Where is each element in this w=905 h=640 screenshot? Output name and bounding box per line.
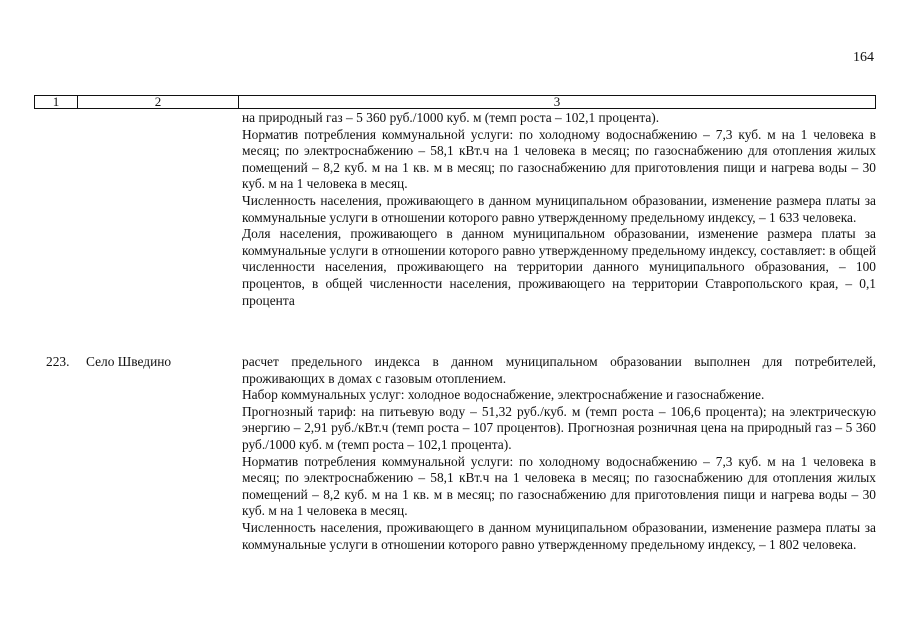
header-col-1: 1 (35, 96, 78, 108)
paragraph: Прогнозный тариф: на питьевую воду – 51,32 руб./куб. м (темп роста – 106,6 процента); на электрическую энергию – 2,91 руб./кВт.ч (темп роста – 107 процентов). Прогнозная розничная цена на природный газ – 5 360 руб./1000 куб. м (темп роста – 102,1 процента). (242, 403, 876, 452)
page-number: 164 (853, 50, 874, 65)
paragraph: расчет предельного индекса в данном муниципальном образовании выполнен для потребителей, проживающих в домах с газовым отоплением. (242, 354, 876, 386)
paragraph: Норматив потребления коммунальной услуги: по холодному водоснабжению – 7,3 куб. м на 1 человека в месяц; по электроснабжению – 58,1 кВт.ч на 1 человека в месяц; по газоснабжению для отопления жилых помещений – 8,2 куб. м на 1 кв. м в месяц; по газоснабжению для приготовления пищи и нагрева воды – 30 куб. м на 1 человека в месяц. (242, 126, 876, 192)
paragraph: Доля населения, проживающего в данном муниципальном образовании, изменение размера платы за коммунальные услуги в отношении которого равно утвержденному предельному индексу, составляет: в общей численности населения, проживающего на территории данного муниципального образования, – 100 процентов, в общей численности населения, проживающего на территории Ставропольского края, – 0,1 процента (242, 226, 876, 308)
header-col-2: 2 (78, 96, 239, 108)
row-content (242, 354, 876, 553)
paragraph: на природный газ – 5 360 руб./1000 куб. м (темп роста – 102,1 процента). (242, 110, 660, 125)
paragraph: Численность населения, проживающего в данном муниципальном образовании, изменение размера платы за коммунальные услуги в отношении которого равно утвержденному предельному индексу, – 1 802 человека. (242, 519, 876, 552)
paragraph: Норматив потребления коммунальной услуги: по холодному водоснабжению – 7,3 куб. м на 1 человека в месяц; по электроснабжению – 58,1 кВт.ч на 1 человека в месяц; по газоснабжению для отопления жилых помещений – 8,2 куб. м на 1 кв. м в месяц; по газоснабжению для приготовления пищи и нагрева воды – 30 куб. м на 1 человека в месяц. (242, 453, 876, 519)
settlement-name: Село Шведино (86, 354, 172, 369)
row-number: 223. (46, 354, 70, 369)
paragraph: Набор коммунальных услуг: холодное водоснабжение, электроснабжение и газоснабжение. (242, 387, 765, 403)
continued-row-content (242, 110, 876, 309)
table-header-row (34, 95, 876, 109)
header-col-3: 3 (553, 94, 561, 109)
paragraph: Численность населения, проживающего в данном муниципальном образовании, изменение размера платы за коммунальные услуги в отношении которого равно утвержденному предельному индексу, – 1 633 человека. (242, 192, 876, 225)
